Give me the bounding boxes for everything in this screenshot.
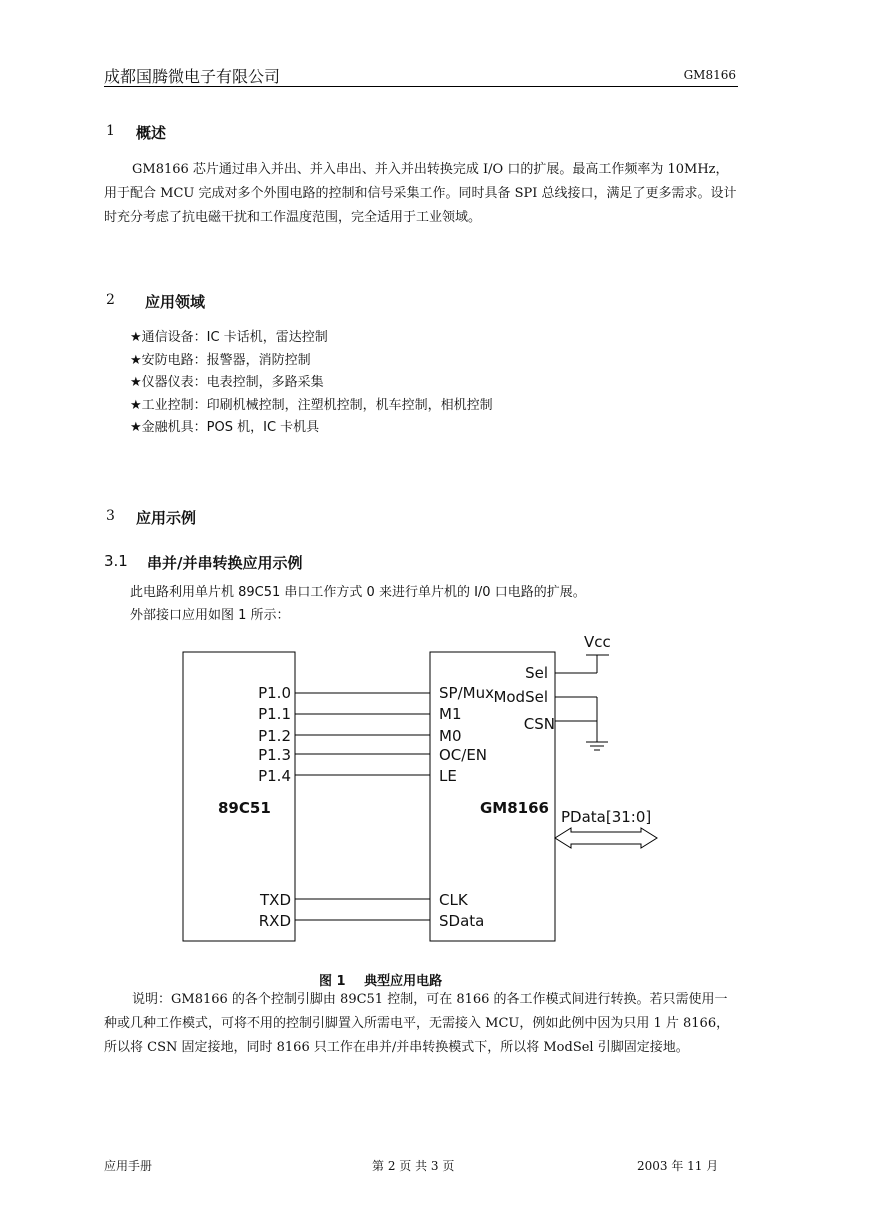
section-2-title: 应用领域 (145, 293, 206, 311)
figure-title: 典型应用电路 (364, 974, 443, 989)
footer-page-number: 第 2 页 共 3 页 (372, 1159, 455, 1173)
note-paragraph: 说明：GM8166 的各个控制引脚由 89C51 控制，可在 8166 的各工作模式间进行转换。若只需使用一种或几种工作模式，可将不用的控制引脚置入所需电平，无需接入 MCU，例如此例中因为只用 1 片 8166，所以将 CSN 固定接地，同时 8166 只工作在串并/并串转换模式下，所以将 ModSel 引脚固定接地。 (104, 992, 730, 1055)
pin-label-p14: P1.4 (258, 767, 291, 785)
pin-label-le: LE (439, 767, 457, 785)
pin-label-sp-mux: SP/Mux (439, 684, 494, 702)
pin-label-sel: Sel (525, 664, 548, 682)
list-item: ★通信设备：IC 卡话机，雷达控制 (130, 330, 328, 345)
example-line-2: 外部接口应用如图 1 所示： (130, 608, 290, 623)
section-1-title: 概述 (136, 124, 167, 142)
section-3-number: 3 (106, 508, 115, 524)
pin-label-p11: P1.1 (258, 705, 291, 723)
bus-double-arrow (555, 828, 657, 848)
section-3-1-number: 3.1 (104, 552, 128, 570)
section-3-title: 应用示例 (136, 509, 197, 527)
figure-caption (319, 970, 442, 989)
list-item: ★金融机具：POS 机，IC 卡机具 (130, 420, 320, 436)
model-number: GM8166 (683, 68, 736, 82)
pin-label-csn: CSN (523, 715, 555, 733)
section-3-1-title: 串并/并串转换应用示例 (147, 554, 303, 572)
example-line-1: 此电路利用单片机 89C51 串口工作方式 0 来进行单片机的 I/0 口电路的扩展。 (130, 585, 586, 600)
list-item: ★工业控制：印刷机械控制，注塑机控制，机车控制，相机控制 (130, 397, 493, 413)
pin-label-p10: P1.0 (258, 684, 291, 702)
company-name: 成都国腾微电子有限公司 (104, 67, 281, 86)
pin-label-sdata: SData (439, 912, 485, 930)
section-2-number: 2 (106, 292, 115, 308)
pin-label-rxd: RXD (258, 912, 291, 930)
list-item: ★仪器仪表：电表控制，多路采集 (130, 375, 324, 391)
pin-label-m1: M1 (439, 705, 462, 723)
overview-paragraph: GM8166 芯片通过串入并出、并入串出、并入并出转换完成 I/O 口的扩展。最高工作频率为 10MHz，用于配合 MCU 完成对多个外围电路的控制和信号采集工作。同时具备 SPI 总线接口，满足了更多需求。设计时充分考虑了抗电磁干扰和工作温度范围，完全适用于工业领域。 (104, 162, 737, 225)
pin-label-p13: P1.3 (258, 746, 291, 764)
figure-number: 图 1 (319, 974, 346, 989)
pin-label-txd: TXD (260, 891, 291, 909)
footer-doc-type: 应用手册 (104, 1159, 153, 1173)
pin-label-clk: CLK (439, 891, 468, 909)
vcc-label: Vcc (584, 633, 611, 651)
list-item: ★安防电路：报警器，消防控制 (130, 352, 311, 368)
pin-label-m0: M0 (439, 727, 462, 745)
section-1-number: 1 (106, 123, 115, 139)
chip-label-89c51: 89C51 (218, 799, 271, 817)
pin-label-oc-en: OC/EN (439, 746, 488, 764)
footer-date: 2003 年 11 月 (637, 1159, 719, 1173)
chip-label-gm8166: GM8166 (480, 799, 549, 817)
pin-label-p12: P1.2 (258, 727, 291, 745)
pin-label-modsel: ModSel (493, 688, 548, 706)
bus-label: PData[31:0] (561, 808, 652, 826)
